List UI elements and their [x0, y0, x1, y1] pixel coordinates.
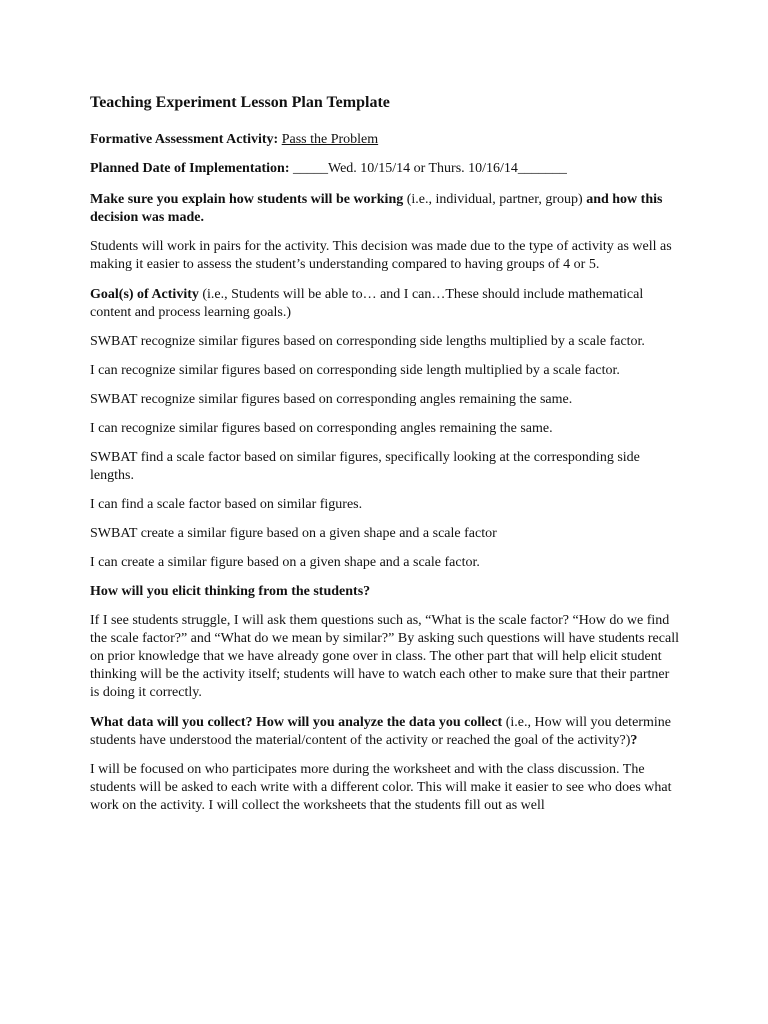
goal-item: SWBAT recognize similar figures based on corresponding side lengths multiplied by a scale factor. — [90, 334, 645, 349]
elicit-answer: If I see students struggle, I will ask them questions such as, “What is the scale factor? “How do we find the scale factor?” and “What do we mean by similar?” By asking such questions will have students recall on prior knowledge that we have already gone over in class. The other part that will help elicit student thinking will be the activity itself; students will have to watch each other to make sure that their partner is doing it correctly. — [90, 613, 679, 700]
activity-line — [90, 131, 680, 149]
activity-value: Pass the Problem — [281, 132, 379, 147]
date-value: _____Wed. 10/15/14 or Thurs. 10/16/14_______ — [293, 161, 567, 176]
date-line — [90, 160, 680, 178]
goal-item: I can find a scale factor based on similar figures. — [90, 497, 363, 512]
data-question-bold: What data will you collect? How will you analyze the data you collect — [90, 715, 503, 730]
working-question — [90, 191, 680, 227]
data-answer: I will be focused on who participates more during the worksheet and with the class discussion. The students will be asked to each write with a different color. This will make it easier to see who does what work on the activity. I will collect the worksheets that the students fill out as well — [90, 762, 672, 813]
goals-label: Goal(s) of Activity — [90, 287, 199, 302]
data-question-mark: ? — [630, 733, 638, 748]
goal-item: I can create a similar figure based on a given shape and a scale factor. — [90, 555, 480, 570]
goals-note: (i.e., Students will be able to… and I can…These should include mathematical content and process learning goals.) — [90, 287, 644, 320]
document-content — [90, 92, 680, 826]
working-question-note: (i.e., individual, partner, group) — [403, 192, 587, 207]
document-title: Teaching Experiment Lesson Plan Template — [90, 94, 390, 111]
goal-item: SWBAT find a scale factor based on similar figures, specifically looking at the corresponding side lengths. — [90, 450, 640, 483]
data-question — [90, 714, 680, 750]
working-answer: Students will work in pairs for the activity. This decision was made due to the type of activity as well as making it easier to assess the student’s understanding compared to having groups of 4 or 5. — [90, 239, 672, 272]
date-label: Planned Date of Implementation: — [90, 161, 290, 176]
goals-heading — [90, 286, 680, 322]
activity-label: Formative Assessment Activity: — [90, 132, 279, 147]
elicit-question: How will you elicit thinking from the students? — [90, 584, 371, 599]
goal-item: I can recognize similar figures based on corresponding angles remaining the same. — [90, 421, 553, 436]
working-question-bold-1: Make sure you explain how students will be working — [90, 192, 404, 207]
working-question-bold-2: and how this decision was made. — [90, 192, 663, 225]
goal-item: SWBAT recognize similar figures based on corresponding angles remaining the same. — [90, 392, 573, 407]
goal-item: I can recognize similar figures based on corresponding side length multiplied by a scale factor. — [90, 363, 620, 378]
data-question-note: (i.e., How will you determine students have understood the material/content of the activity or reached the goal of the activity?) — [90, 715, 671, 748]
goal-item: SWBAT create a similar figure based on a given shape and a scale factor — [90, 526, 497, 541]
